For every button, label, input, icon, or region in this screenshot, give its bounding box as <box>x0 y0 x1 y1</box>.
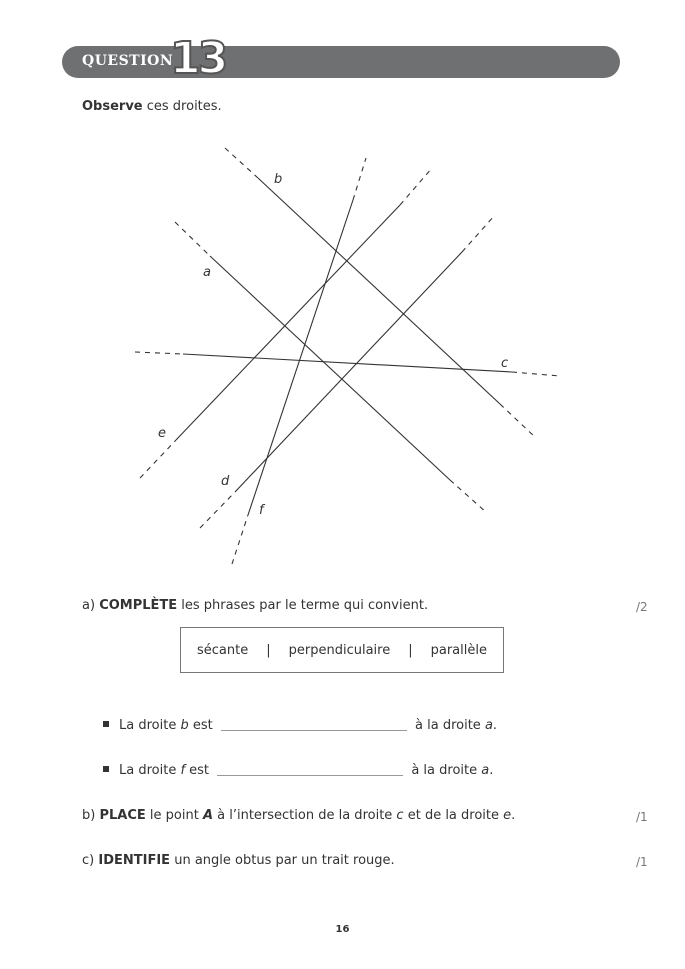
line-d-dash-start <box>200 492 235 528</box>
line-b-dash-start <box>225 148 258 178</box>
point-a-label: A <box>202 808 213 823</box>
word-separator: | <box>266 642 271 658</box>
word-secante: sécante <box>197 642 249 658</box>
question-b-letter: b) <box>82 808 96 823</box>
question-a-text: les phrases par le terme qui convient. <box>177 598 429 613</box>
intro-verb: Observe <box>82 99 143 114</box>
bullet-square-icon <box>103 766 109 772</box>
line-f-dash-end <box>353 158 366 200</box>
sentence-2 <box>103 763 493 778</box>
sentence-1-line1: b <box>180 718 189 733</box>
label-d: d <box>221 474 230 489</box>
question-number: 13 <box>170 33 226 84</box>
sentence-2-post: à la droite <box>411 763 482 778</box>
question-b-text-3: et de la droite <box>403 808 504 823</box>
sentence-1-post: à la droite <box>415 718 485 733</box>
line-a-dash-end <box>450 480 487 513</box>
question-b-text-2: à l’intersection de la droite <box>213 808 397 823</box>
label-e: e <box>158 426 166 441</box>
label-c: c <box>501 356 509 371</box>
line-c-dash-start <box>135 352 183 354</box>
question-b <box>82 808 515 823</box>
question-label: QUESTION <box>82 53 174 69</box>
sentence-2-mid: est <box>185 763 210 778</box>
line-c <box>183 354 512 372</box>
line-e-dash-end <box>400 168 432 205</box>
line-e <box>176 205 400 440</box>
word-parallele: parallèle <box>430 642 487 658</box>
question-b-text-4: . <box>511 808 516 823</box>
question-a-letter: a) <box>82 598 96 613</box>
sentence-1-end: . <box>492 718 498 733</box>
question-c-letter: c) <box>82 853 95 868</box>
line-b <box>258 178 500 404</box>
question-b-text-1: le point <box>145 808 203 823</box>
sentence-2-end: . <box>489 763 494 778</box>
line-f-dash-start <box>232 515 248 564</box>
question-c-score: /1 <box>636 855 648 869</box>
label-b: b <box>274 172 283 187</box>
sentence-2-line2: a <box>481 763 490 778</box>
line-e-dash-start <box>140 440 176 478</box>
answer-blank-1[interactable] <box>221 730 407 731</box>
line-a <box>210 256 450 480</box>
line-c-dash-end <box>512 372 560 376</box>
bullet-square-icon <box>103 721 109 727</box>
sentence-1-mid: est <box>188 718 213 733</box>
sentence-1 <box>103 718 497 733</box>
question-b-line-c: c <box>396 808 404 823</box>
question-c <box>82 853 395 868</box>
question-b-line-e: e <box>503 808 512 823</box>
label-a: a <box>203 265 211 280</box>
line-a-dash-start <box>175 222 210 256</box>
line-d-dash-end <box>462 215 495 252</box>
question-a-verb: COMPLÈTE <box>99 598 178 613</box>
sentence-1-line2: a <box>484 718 493 733</box>
question-c-verb: IDENTIFIE <box>98 853 171 868</box>
question-a <box>82 598 428 613</box>
intro-text: ces droites. <box>142 99 222 114</box>
question-c-text: un angle obtus par un trait rouge. <box>170 853 395 868</box>
answer-blank-2[interactable] <box>217 775 403 776</box>
question-b-verb: PLACE <box>99 808 146 823</box>
word-perpendiculaire: perpendiculaire <box>288 642 391 658</box>
word-separator: | <box>408 642 413 658</box>
word-bank <box>180 627 504 673</box>
question-b-score: /1 <box>636 810 648 824</box>
label-f: f <box>259 503 264 518</box>
line-d <box>235 252 462 492</box>
page-number: 16 <box>335 924 350 935</box>
line-f <box>248 200 353 515</box>
sentence-2-pre: La droite <box>119 763 181 778</box>
sentence-1-pre: La droite <box>119 718 181 733</box>
sentence-2-line1: f <box>180 763 186 778</box>
lines-group <box>135 148 560 564</box>
question-a-score: /2 <box>636 600 648 614</box>
line-b-dash-end <box>500 404 536 438</box>
